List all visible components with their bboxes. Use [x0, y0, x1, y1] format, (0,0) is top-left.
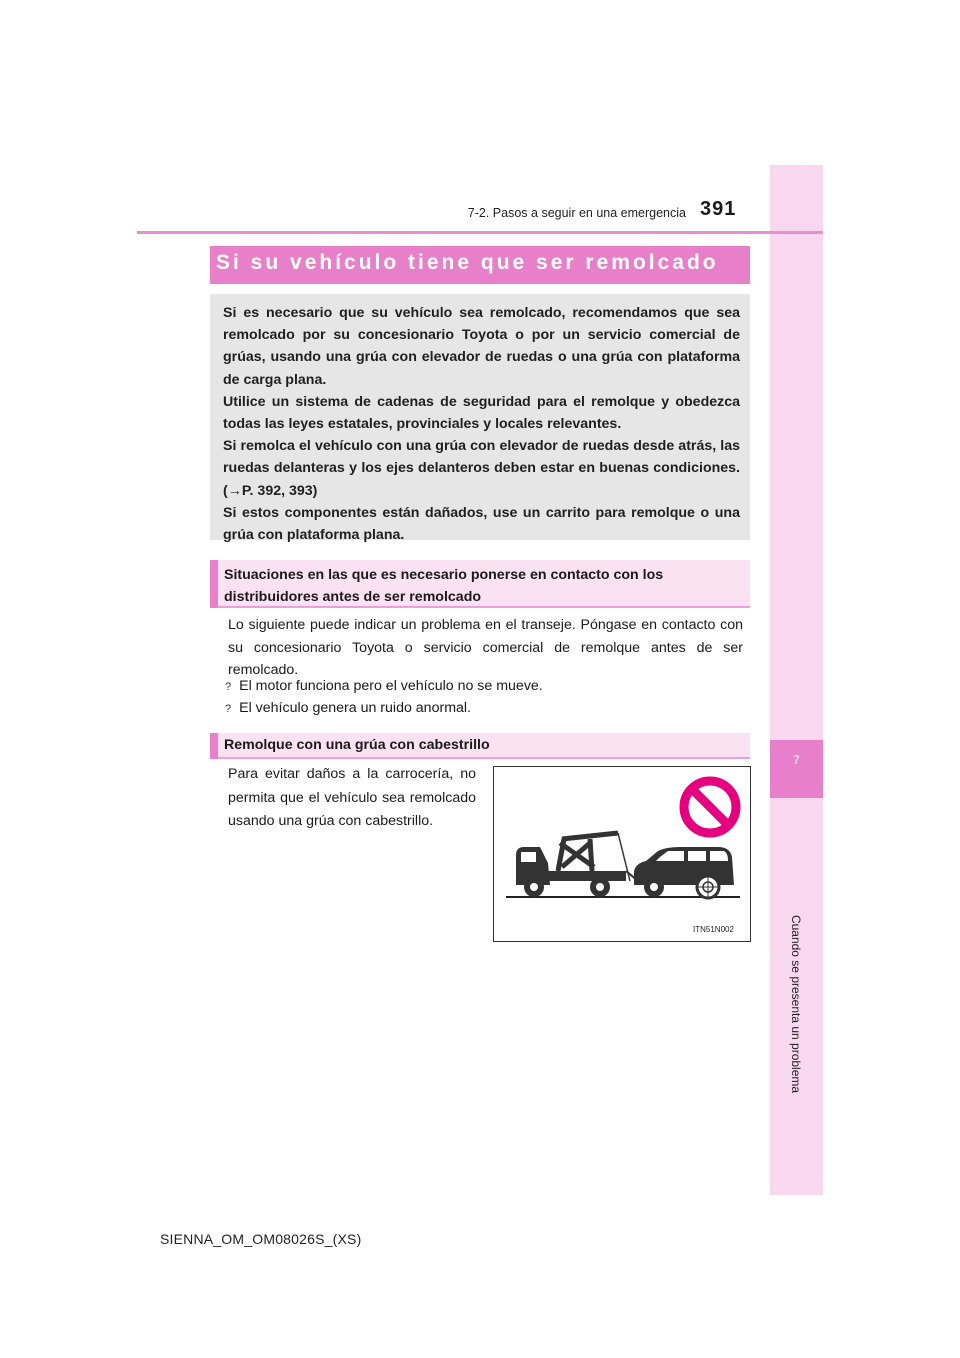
section2-heading-bar [210, 733, 218, 759]
section1-body: Lo siguiente puede indicar un problema en el transeje. Póngase en contacto con su concesionario Toyota o servicio comercial de remolque antes de ser remolcado. [228, 617, 743, 678]
intro-paragraph-2: Utilice un sistema de cadenas de seguridad para el remolque y obedezca todas las leyes estatales, provinciales y locales relevantes. [223, 393, 740, 433]
bullet-text: El vehículo genera un ruido anormal. [239, 700, 471, 716]
section1-heading-bar [210, 560, 218, 608]
illustration-code: ITN51N002 [693, 925, 734, 934]
section2-heading: Remolque con una grúa con cabestrillo [224, 737, 490, 753]
chapter-number-box [770, 740, 823, 798]
page-number: 391 [700, 198, 737, 220]
intro-paragraph-3: Si remolca el vehículo con una grúa con elevador de ruedas desde atrás, las ruedas delanteras y los ejes delanteros deben estar en buenas condiciones. (→P. 392, 393) [223, 438, 740, 499]
list-item [225, 700, 471, 716]
document-id: SIENNA_OM_OM08026S_(XS) [160, 1231, 362, 1247]
header-rule [137, 231, 823, 234]
section2-heading-underline [210, 757, 750, 759]
intro-text [223, 302, 740, 546]
list-item [225, 678, 543, 694]
bullet-mark: ? [225, 703, 232, 715]
section1-heading: Situaciones en las que es necesario ponerse en contacto con los distribuidores antes de ser remolcado [224, 567, 664, 605]
intro-paragraph-1: Si es necesario que su vehículo sea remolcado, recomendamos que sea remolcado por su concesionario Toyota o por un servicio comercial de grúas, usando una grúa con elevador de ruedas o una grúa con plataforma de carga plana. [223, 305, 740, 388]
page-title: Si su vehículo tiene que ser remolcado [216, 251, 719, 274]
bullet-text: El motor funciona pero el vehículo no se mueve. [239, 678, 543, 694]
sling-tow-prohibited-icon [494, 767, 750, 941]
bullet-mark: ? [225, 681, 232, 693]
tow-truck-illustration [493, 766, 751, 942]
section2-body: Para evitar daños a la carrocería, no permita que el vehículo sea remolcado usando una grúa con cabestrillo. [228, 766, 476, 829]
section-header: 7-2. Pasos a seguir en una emergencia [467, 206, 686, 220]
intro-paragraph-4: Si estos componentes están dañados, use un carrito para remolque o una grúa con plataforma plana. [223, 504, 740, 544]
chapter-number: 7 [793, 753, 800, 767]
chapter-label: Cuando se presenta un problema [789, 914, 803, 1094]
